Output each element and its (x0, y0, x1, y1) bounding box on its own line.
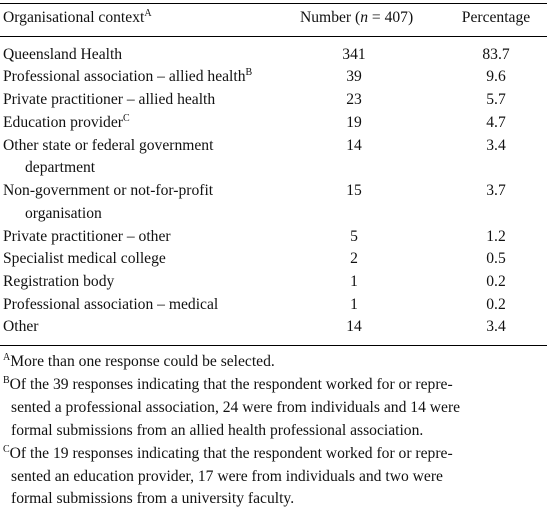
row-context: Professional association – medical (3, 296, 219, 313)
row-number: 341 (342, 46, 366, 63)
row-context: Private practitioner – other (3, 228, 171, 245)
row-footnote-marker: C (122, 113, 130, 124)
row-context: Professional association – allied health$^B$ (3, 67, 253, 85)
row-percentage: 3.4 (486, 318, 506, 335)
row-number: 19 (346, 114, 362, 131)
header-organisational-context: Organisational context$^A$ (3, 8, 152, 26)
row-context: Other (3, 318, 39, 335)
row-context: Specialist medical college (3, 250, 166, 267)
row-percentage: 83.7 (482, 46, 510, 63)
row-context: Education provider$^C$ (3, 113, 130, 131)
header-footnote-marker: A (144, 8, 152, 19)
table-header-rule (0, 36, 547, 37)
footnote-c-line-1: $^C$Of the 19 responses indicating that the respondent worked for or repre- (3, 444, 453, 462)
row-context-continuation: organisation (25, 205, 102, 222)
table-top-rule (0, 3, 547, 4)
row-number: 39 (346, 68, 362, 85)
row-context: Registration body (3, 273, 115, 290)
row-percentage: 1.2 (486, 228, 506, 245)
row-number: 1 (350, 296, 358, 313)
footnote-b-line-3: formal submissions from an allied health professional association. (11, 422, 424, 439)
table-bottom-rule (0, 345, 547, 346)
row-percentage: 0.2 (486, 296, 506, 313)
row-footnote-marker: B (245, 67, 253, 78)
header-number: Number (n = 407) (300, 9, 414, 26)
row-context: Queensland Health (3, 46, 123, 63)
row-number: 1 (350, 273, 358, 290)
row-percentage: 3.4 (486, 137, 506, 154)
row-percentage: 3.7 (486, 182, 506, 199)
row-percentage: 4.7 (486, 114, 506, 131)
row-percentage: 0.5 (486, 250, 506, 267)
row-percentage: 5.7 (486, 91, 506, 108)
row-number: 14 (346, 318, 362, 335)
footnote-c-line-3: formal submissions from a university faculty. (11, 490, 295, 507)
header-percentage: Percentage (461, 9, 531, 26)
row-context: Other state or federal government (3, 137, 214, 154)
row-context: Non-government or not-for-profit (3, 182, 214, 199)
row-context: Private practitioner – allied health (3, 91, 216, 108)
footnote-c-line-2: sented an education provider, 17 were from individuals and two were (11, 468, 443, 485)
row-number: 2 (350, 250, 358, 267)
row-number: 15 (346, 182, 362, 199)
row-percentage: 0.2 (486, 273, 506, 290)
row-number: 5 (350, 228, 358, 245)
footnote-b-line-2: sented a professional association, 24 were from individuals and 14 were (11, 399, 461, 416)
row-context-continuation: department (25, 159, 96, 176)
row-percentage: 9.6 (486, 68, 506, 85)
footnote-a: $^A$More than one response could be selected. (3, 352, 275, 370)
footnote-b-line-1: $^B$Of the 39 responses indicating that the respondent worked for or repre- (3, 375, 453, 393)
row-number: 14 (346, 137, 362, 154)
row-number: 23 (346, 91, 362, 108)
